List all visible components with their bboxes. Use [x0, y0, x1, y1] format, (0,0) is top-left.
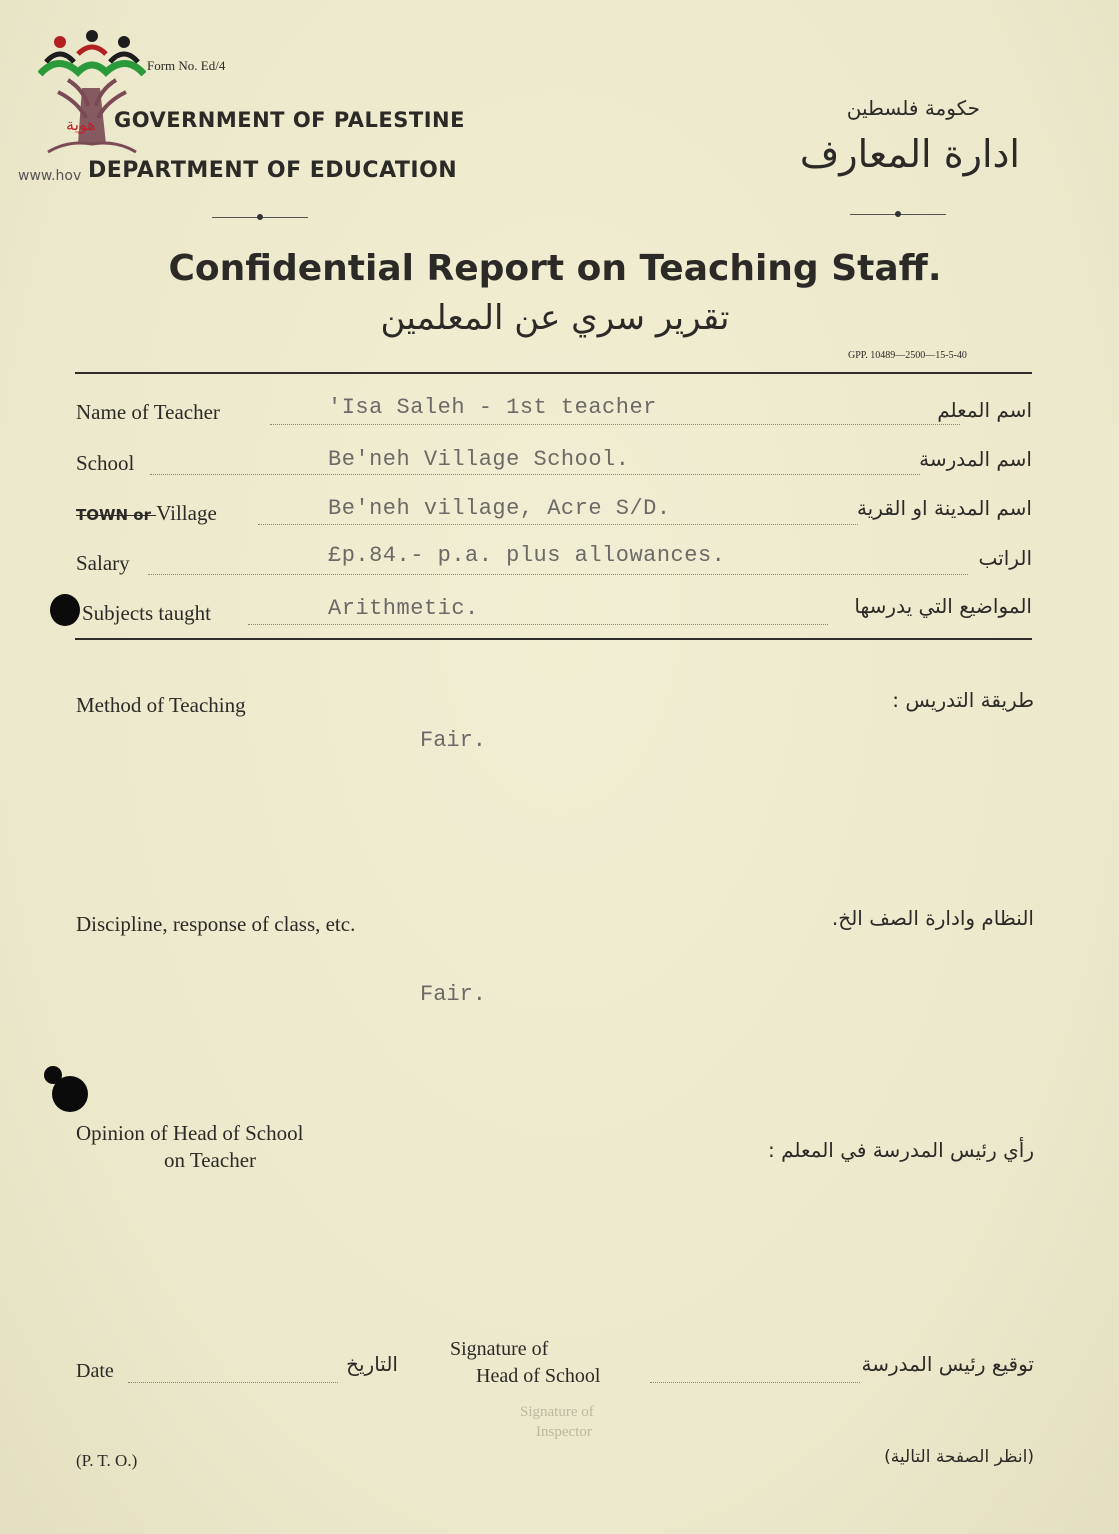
label-signature-of-head-arabic: توقيع رئيس المدرسة — [861, 1352, 1034, 1376]
dotted-line — [248, 624, 828, 625]
value-salary: £p.84.- p.a. plus allowances. — [328, 543, 726, 568]
label-signature-line-1: Signature of — [450, 1338, 549, 1360]
label-town-village — [76, 501, 217, 526]
value-subjects-taught: Arithmetic. — [328, 596, 479, 621]
show-through-signature-2: Inspector — [536, 1424, 592, 1440]
label-village: Village — [156, 501, 217, 525]
print-code: GPP. 10489—2500—15-5-40 — [848, 350, 967, 361]
form-number: Form No. Ed/4 — [147, 58, 226, 73]
label-discipline-arabic: النظام وادارة الصف الخ. — [831, 906, 1034, 930]
label-opinion-of-head — [76, 1120, 303, 1174]
value-town-village: Be'neh village, Acre S/D. — [328, 496, 671, 521]
label-discipline: Discipline, response of class, etc. — [76, 912, 356, 936]
logo-figures — [40, 30, 144, 74]
label-town-village-arabic: اسم المدينة او القرية — [856, 496, 1032, 520]
value-method-of-teaching: Fair. — [420, 728, 487, 753]
label-school: School — [76, 451, 135, 475]
ink-blot — [50, 594, 80, 626]
value-discipline: Fair. — [420, 982, 487, 1007]
department-heading: DEPARTMENT OF EDUCATION — [88, 158, 458, 183]
label-pto: (P. T. O.) — [76, 1451, 138, 1470]
report-title-arabic: تقرير سري عن المعلمين — [380, 298, 730, 338]
watermark-logo — [38, 28, 146, 168]
label-name-of-teacher: Name of Teacher — [76, 400, 220, 424]
label-method-of-teaching: Method of Teaching — [76, 693, 246, 717]
watermark-url: www.hov — [18, 168, 82, 184]
ink-blot — [52, 1076, 88, 1112]
label-name-of-teacher-arabic: اسم المعلم — [937, 398, 1032, 422]
government-heading: GOVERNMENT OF PALESTINE — [114, 108, 465, 132]
label-signature-line-2: Head of School — [476, 1365, 601, 1387]
value-school: Be'neh Village School. — [328, 447, 630, 472]
label-subjects-taught-arabic: المواضيع التي يدرسها — [854, 594, 1032, 618]
dotted-line — [150, 474, 920, 475]
label-opinion-line-1: Opinion of Head of School — [76, 1121, 304, 1145]
label-school-arabic: اسم المدرسة — [919, 447, 1032, 471]
report-title: Confidential Report on Teaching Staff. — [168, 248, 942, 289]
show-through-signature: Signature of — [520, 1404, 594, 1420]
top-rule — [75, 372, 1032, 374]
dotted-line — [650, 1382, 860, 1383]
struck-town-text: TOWN or — [76, 506, 157, 524]
dotted-line — [128, 1382, 338, 1383]
label-date-arabic: التاريخ — [346, 1352, 398, 1376]
svg-text:هوية: هوية — [66, 115, 96, 134]
dotted-line — [148, 574, 968, 575]
label-salary-arabic: الراتب — [978, 546, 1032, 570]
label-signature-of-head — [450, 1336, 600, 1390]
dotted-line — [270, 424, 960, 425]
dotted-line — [258, 524, 858, 525]
label-pto-arabic: (انظر الصفحة التالية) — [884, 1447, 1034, 1467]
bottom-rule — [75, 638, 1032, 640]
label-subjects-taught: Subjects taught — [82, 601, 211, 625]
label-opinion-line-2: on Teacher — [164, 1148, 257, 1172]
department-heading-arabic: ادارة المعارف — [799, 132, 1020, 176]
value-name-of-teacher: 'Isa Saleh - 1st teacher — [328, 395, 657, 420]
label-date: Date — [76, 1360, 114, 1382]
label-opinion-of-head-arabic: رأي رئيس المدرسة في المعلم : — [767, 1138, 1034, 1162]
label-method-of-teaching-arabic: طريقة التدريس : — [892, 688, 1034, 712]
ornament-right-dot — [895, 211, 901, 217]
government-heading-arabic: حكومة فلسطين — [846, 96, 980, 120]
label-salary: Salary — [76, 551, 130, 575]
ornament-left-dot — [257, 214, 263, 220]
